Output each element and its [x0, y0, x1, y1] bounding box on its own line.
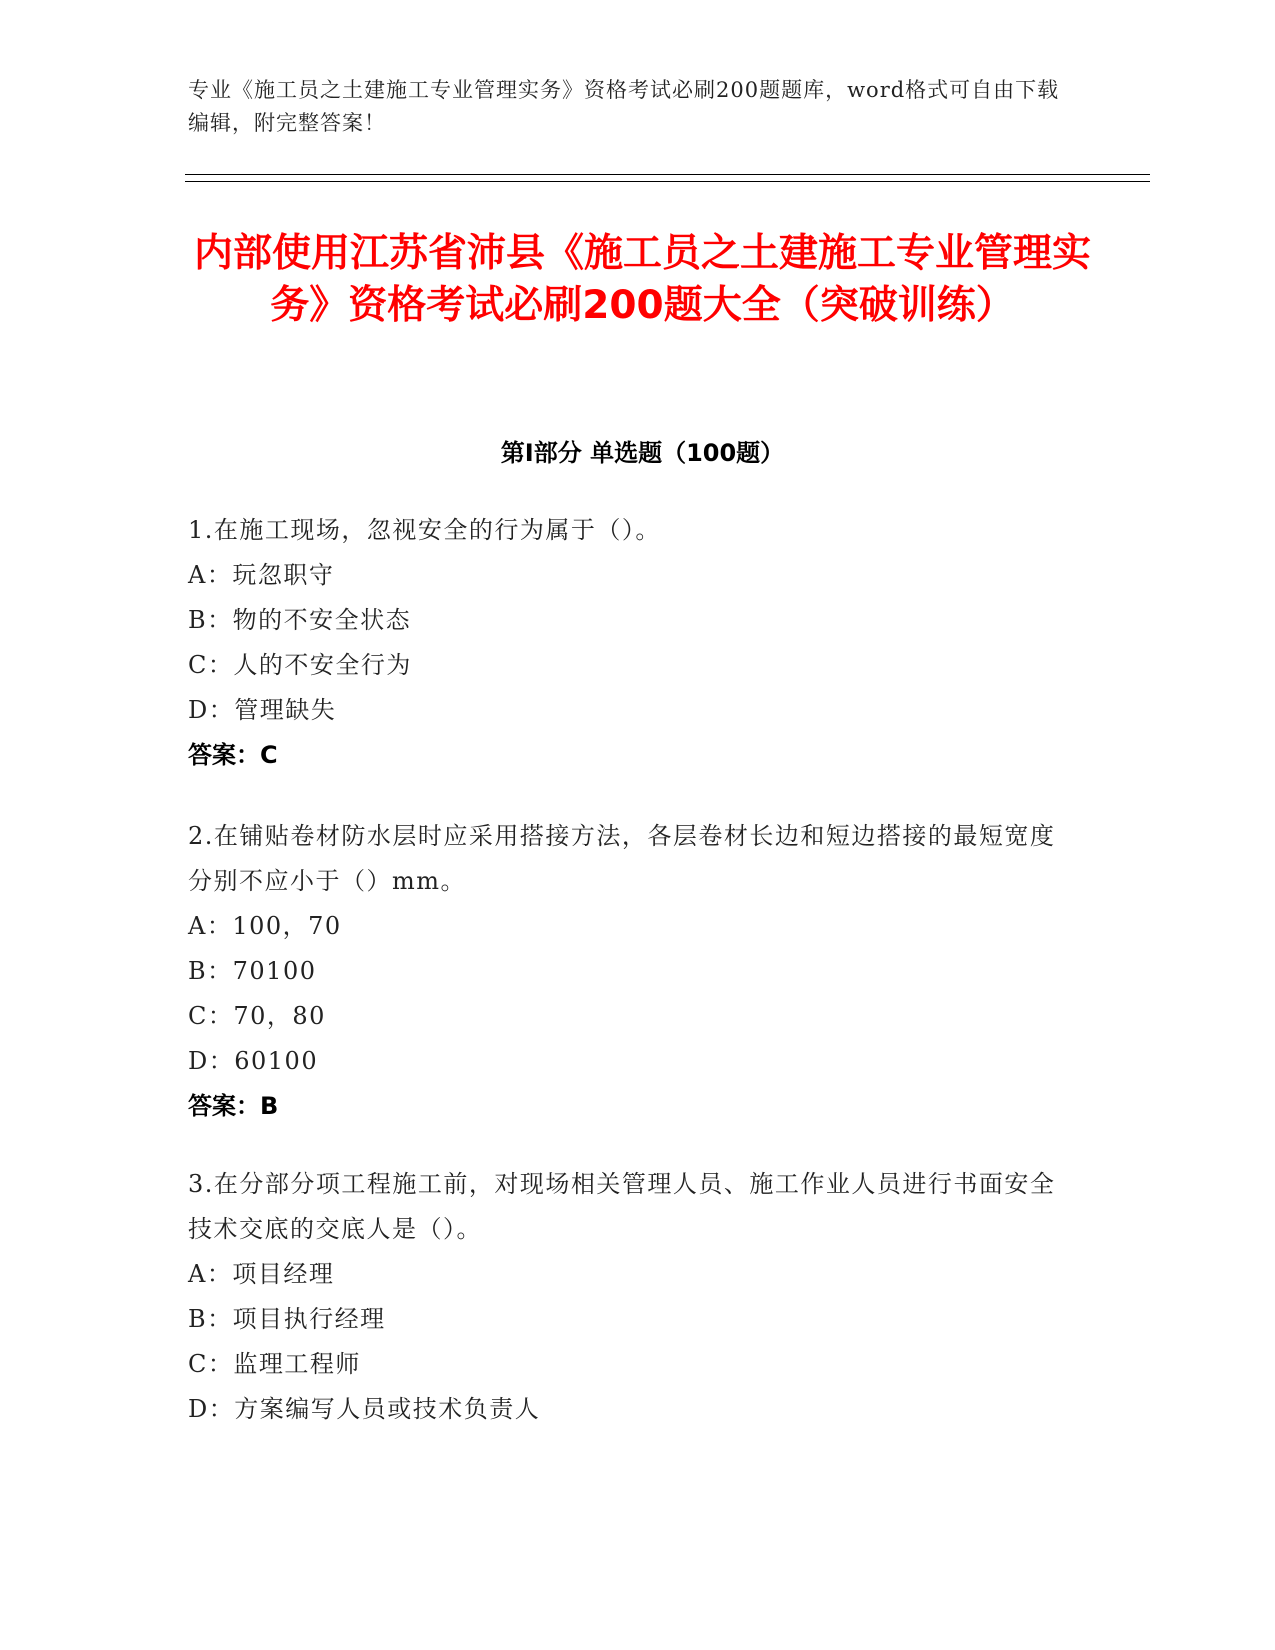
question-2 [188, 814, 1068, 1129]
question-3 [188, 1162, 1068, 1432]
header-divider-top [185, 174, 1150, 175]
option-d: D：60100 [188, 1047, 319, 1075]
option-a: A：玩忽职守 [188, 561, 335, 589]
option-c: C：70，80 [188, 1002, 326, 1030]
question-stem: 1.在施工现场，忽视安全的行为属于（）。 [188, 516, 661, 544]
question-stem: 3.在分部分项工程施工前，对现场相关管理人员、施工作业人员进行书面安全技术交底的交底人是（）。 [188, 1170, 1056, 1243]
option-c: C：人的不安全行为 [188, 651, 412, 679]
answer: 答案：C [188, 741, 278, 769]
document-title: 内部使用江苏省沛县《施工员之土建施工专业管理实务》资格考试必刷200题大全（突破训练） [193, 231, 1091, 328]
option-b: B：项目执行经理 [188, 1305, 386, 1333]
header-note: 专业《施工员之土建施工专业管理实务》资格考试必刷200题题库，word格式可自由下载编辑，附完整答案！ [188, 78, 1060, 135]
answer: 答案：B [188, 1092, 279, 1120]
option-c: C：监理工程师 [188, 1350, 361, 1378]
option-b: B：70100 [188, 957, 317, 985]
question-stem: 2.在铺贴卷材防水层时应采用搭接方法，各层卷材长边和短边搭接的最短宽度分别不应小于（）mm。 [188, 822, 1056, 895]
option-a: A：项目经理 [188, 1260, 335, 1288]
question-1 [188, 508, 1068, 778]
option-d: D：方案编写人员或技术负责人 [188, 1395, 541, 1423]
option-d: D：管理缺失 [188, 696, 337, 724]
option-b: B：物的不安全状态 [188, 606, 412, 634]
header-divider-bottom [185, 181, 1150, 182]
section-heading: 第Ⅰ部分 单选题（100题） [500, 439, 785, 467]
option-a: A：100，70 [188, 912, 342, 940]
